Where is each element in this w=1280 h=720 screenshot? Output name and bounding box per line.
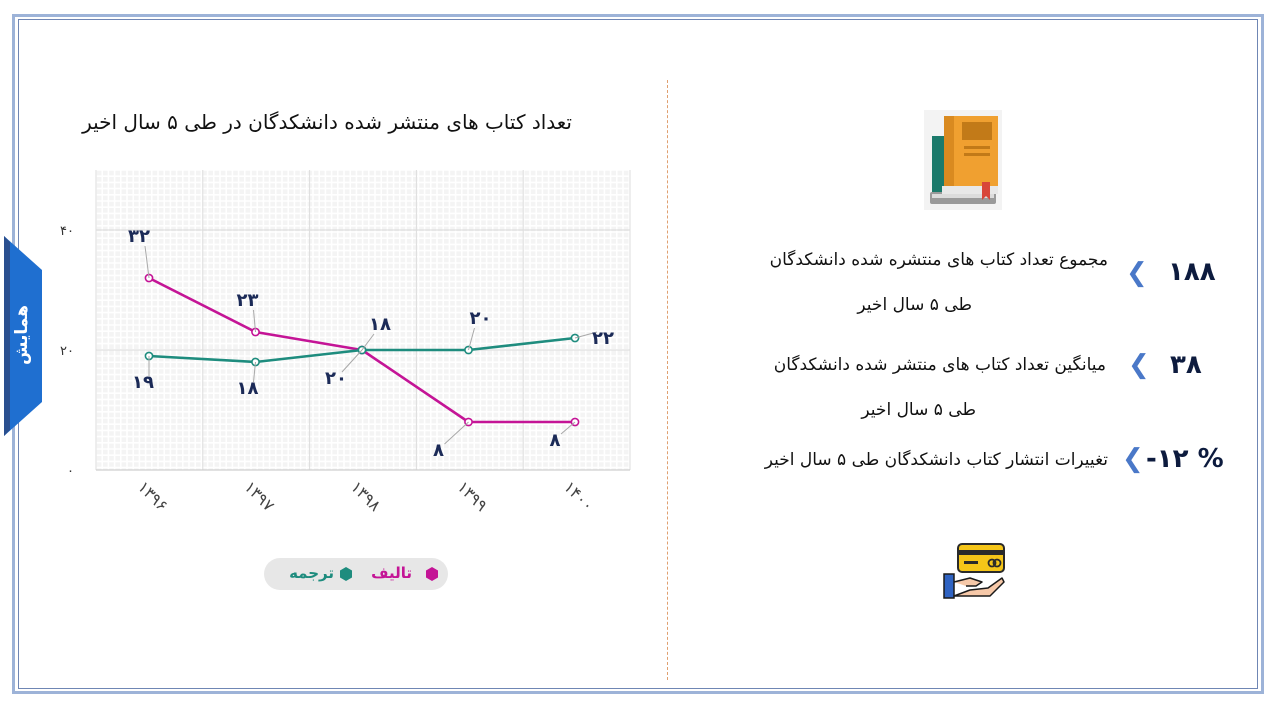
data-label-taalif: ۳۲ (128, 226, 150, 247)
chart-legend (264, 558, 448, 590)
data-label-taalif: ۲۰ (325, 368, 347, 389)
book-icon (924, 110, 1002, 210)
chevron-left-icon: ❮ (1122, 444, 1144, 474)
data-label-taalif: ۸ (433, 440, 444, 461)
data-label-tarjome: ۱۸ (236, 378, 259, 399)
data-label-tarjome: ۱۹ (132, 372, 154, 393)
x-tick-label: ۱۴۰۰ (560, 477, 598, 515)
data-label-tarjome: ۲۰ (469, 308, 492, 329)
vertical-divider (667, 80, 668, 680)
legend-marker-tarjome (340, 567, 352, 581)
data-label-taalif: ۸ (549, 430, 561, 451)
card-payment-icon (940, 542, 1008, 600)
stat-total-text-line2: طی ۵ سال اخیر (857, 295, 972, 315)
x-tick-label: ۱۳۹۹ (453, 477, 492, 515)
legend-marker-taalif (426, 567, 438, 581)
data-label-taalif: ۲۳ (236, 290, 259, 311)
y-tick-label: ۲۰ (60, 344, 74, 359)
stat-average-text-line1: میانگین تعداد کتاب های منتشر شده دانشکدگان (773, 355, 1106, 375)
stat-change-text: تغییرات انتشار کتاب دانشکدگان طی ۵ سال اخیر (764, 450, 1108, 470)
side-tab-label: همایش (12, 305, 32, 365)
chevron-left-icon: ❮ (1126, 258, 1148, 288)
y-tick-label: ۰ (67, 464, 74, 479)
stat-change-value: -۱۲ % (1146, 444, 1224, 474)
x-tick-label: ۱۳۹۷ (240, 477, 279, 515)
x-tick-label: ۱۳۹۸ (347, 477, 385, 515)
legend-label-tarjome: ترجمه (289, 564, 334, 582)
y-tick-label: ۴۰ (60, 224, 74, 239)
stat-total-text-line1: مجموع تعداد کتاب های منتشره شده دانشکدگان (769, 250, 1108, 270)
x-tick-label: ۱۳۹۶ (134, 477, 172, 515)
legend-label-taalif: تالیف (371, 564, 412, 582)
data-label-tarjome: ۲۲ (592, 328, 614, 349)
stat-total-value: ۱۸۸ (1168, 257, 1216, 287)
chevron-left-icon: ❮ (1128, 350, 1150, 380)
stat-average-value: ۳۸ (1170, 350, 1202, 380)
stat-average-text-line2: طی ۵ سال اخیر (861, 400, 976, 420)
line-chart (40, 160, 640, 540)
chart-title: تعداد کتاب های منتشر شده دانشکدگان در طی ۵ سال اخیر (82, 110, 572, 134)
data-label-tarjome: ۱۸ (369, 314, 391, 335)
